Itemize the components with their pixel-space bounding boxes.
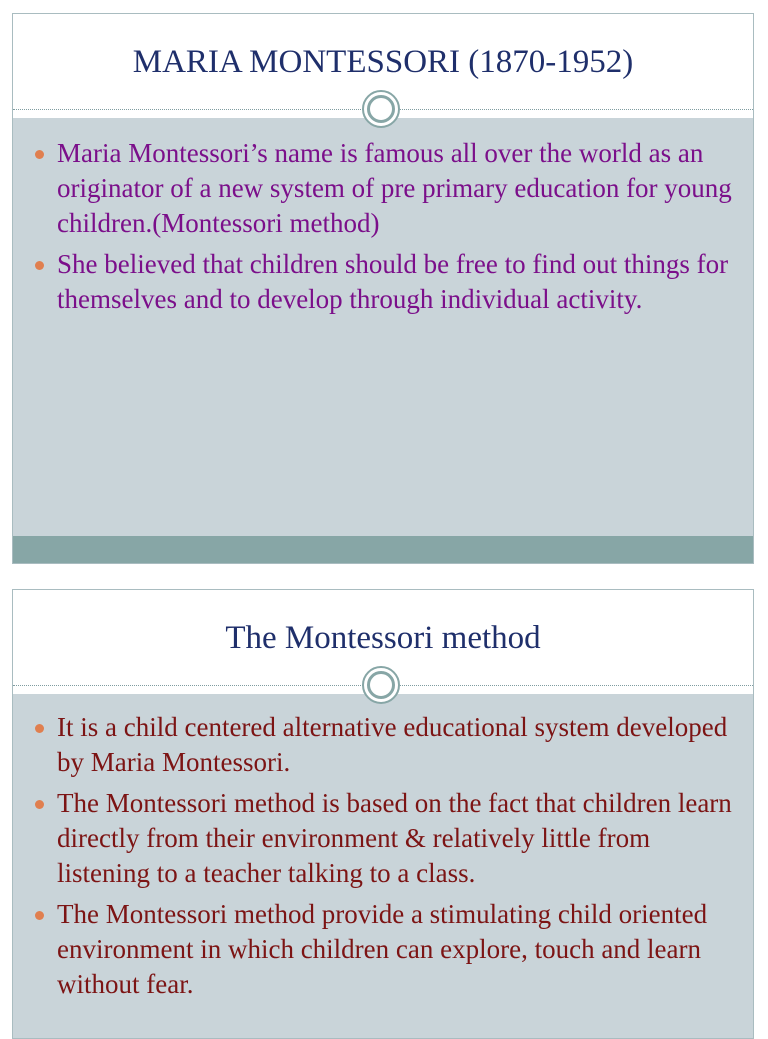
- bullet-item: [35, 710, 733, 780]
- slide-1-footer-band: [13, 536, 753, 563]
- slide-2: [12, 589, 754, 1039]
- bullet-text: The Montessori method provide a stimulating child oriented environment in which children can explore, touch and learn without fear.: [57, 899, 708, 999]
- bullet-item: [35, 897, 733, 1002]
- bullet-text: Maria Montessori’s name is famous all over the world as an originator of a new system of pre primary education for young children.(Montessori method): [57, 138, 732, 238]
- bullet-dot-icon: [35, 724, 44, 733]
- bullet-dot-icon: [35, 150, 44, 159]
- slide-1-body: [13, 118, 753, 536]
- bullet-dot-icon: [35, 800, 44, 809]
- slide-2-title: The Montessori method: [225, 619, 541, 656]
- bullet-item: [35, 247, 733, 317]
- bullet-text: It is a child centered alternative educational system developed by Maria Montessori.: [57, 712, 728, 777]
- slide-1: [12, 13, 754, 564]
- ring-ornament-icon: [362, 666, 400, 704]
- slide-1-bullet-list: [35, 136, 733, 323]
- bullet-dot-icon: [35, 911, 44, 920]
- bullet-dot-icon: [35, 261, 44, 270]
- slide-1-title: MARIA MONTESSORI (1870-1952): [132, 43, 634, 80]
- slide-2-body: [13, 694, 753, 1038]
- bullet-text: She believed that children should be free to find out things for themselves and to develop through individual activity.: [57, 249, 729, 314]
- bullet-text: The Montessori method is based on the fact that children learn directly from their environment & relatively little from listening to a teacher talking to a class.: [57, 788, 732, 888]
- bullet-item: [35, 786, 733, 891]
- slide-2-bullet-list: [35, 710, 733, 1008]
- bullet-item: [35, 136, 733, 241]
- ring-ornament-icon: [362, 90, 400, 128]
